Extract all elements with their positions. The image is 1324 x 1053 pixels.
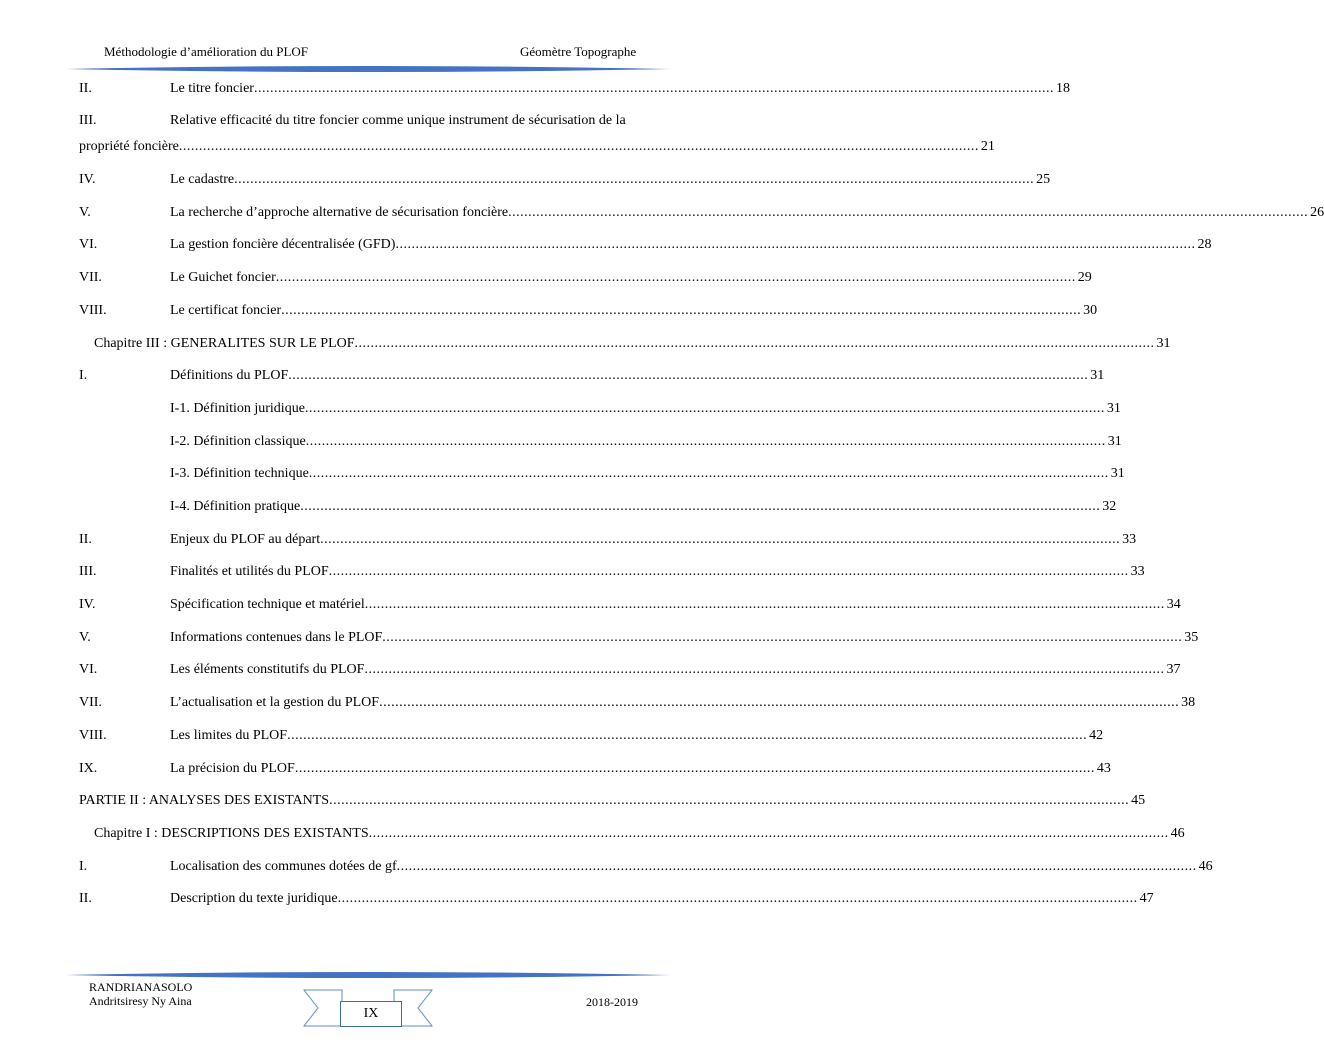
toc-number: II.	[79, 532, 92, 547]
toc-entry[interactable]	[79, 659, 1181, 681]
toc-title: La recherche d’approche alternative de sécurisation foncière	[170, 205, 509, 220]
toc-leader: ........................................................................................................................................................................................................	[364, 597, 1165, 612]
toc-leader: ........................................................................................................................................................................................................	[275, 270, 1076, 285]
toc-leader: ........................................................................................................................................................................................................	[329, 793, 1130, 808]
toc-number: VII.	[79, 270, 102, 285]
toc-page: 47	[1139, 891, 1154, 906]
toc-page: 25	[1036, 172, 1051, 187]
toc-entry[interactable]	[79, 856, 1213, 878]
toc-number: V.	[79, 630, 91, 645]
toc-chapter[interactable]	[79, 823, 1185, 845]
toc-title: La gestion foncière décentralisée (GFD)	[170, 237, 396, 252]
toc-entry[interactable]	[79, 888, 1154, 910]
toc-title: Chapitre III : GENERALITES SUR LE PLOF	[94, 336, 355, 351]
toc-leader: ........................................................................................................................................................................................................	[382, 630, 1183, 645]
footer-academic-year: 2018-2019	[586, 995, 638, 1009]
toc-title: Le Guichet foncier	[170, 270, 276, 285]
toc-number: I.	[79, 368, 88, 383]
toc-leader: ........................................................................................................................................................................................................	[354, 336, 1155, 351]
toc-title: PARTIE II : ANALYSES DES EXISTANTS	[79, 793, 330, 808]
toc-leader: ........................................................................................................................................................................................................	[320, 532, 1121, 547]
toc-part[interactable]	[79, 790, 1146, 812]
toc-title-line1: Relative efficacité du titre foncier comme unique instrument de sécurisation de la	[170, 113, 626, 128]
toc-leader: ........................................................................................................................................................................................................	[508, 205, 1309, 220]
toc-title: propriété foncière	[79, 139, 179, 154]
toc-number: VII.	[79, 695, 102, 710]
toc-entry[interactable]	[79, 78, 1070, 100]
toc-entry[interactable]	[79, 561, 1145, 583]
toc-subentry[interactable]	[79, 398, 1121, 420]
toc-title: Spécification technique et matériel	[170, 597, 365, 612]
toc-page: 35	[1184, 630, 1199, 645]
toc-title: Le certificat foncier	[170, 303, 282, 318]
toc-title: Finalités et utilités du PLOF	[170, 564, 329, 579]
toc-title: I-2. Définition classique	[170, 434, 306, 449]
footer-rule	[66, 970, 670, 980]
toc-title: Les éléments constitutifs du PLOF	[170, 662, 365, 677]
toc-page: 42	[1089, 728, 1104, 743]
toc-entry[interactable]	[79, 758, 1111, 780]
toc-title: L’actualisation et la gestion du PLOF	[170, 695, 380, 710]
toc-page: 31	[1110, 466, 1125, 481]
toc-leader: ........................................................................................................................................................................................................	[294, 761, 1095, 776]
footer-author-surname: RANDRIANASOLO	[89, 980, 193, 994]
toc-leader: ........................................................................................................................................................................................................	[304, 401, 1105, 416]
toc-page: 46	[1170, 826, 1185, 841]
toc-page: 29	[1077, 270, 1092, 285]
toc-title: I-4. Définition pratique	[170, 499, 301, 514]
toc-title: La précision du PLOF	[170, 761, 295, 776]
toc-title: Chapitre I : DESCRIPTIONS DES EXISTANTS	[94, 826, 369, 841]
toc-number: IV.	[79, 597, 96, 612]
toc-page: 31	[1106, 401, 1121, 416]
toc-title: I-3. Définition technique	[170, 466, 309, 481]
toc-leader: ........................................................................................................................................................................................................	[287, 728, 1088, 743]
toc-leader: ........................................................................................................................................................................................................	[305, 434, 1106, 449]
header-profession: Géomètre Topographe	[520, 44, 637, 59]
toc-subentry[interactable]	[79, 463, 1125, 485]
toc-page: 34	[1166, 597, 1181, 612]
toc-leader: ........................................................................................................................................................................................................	[379, 695, 1180, 710]
toc-title: Définitions du PLOF	[170, 368, 289, 383]
toc-number: VI.	[79, 662, 98, 677]
toc-page: 33	[1122, 532, 1137, 547]
toc-number: VI.	[79, 237, 98, 252]
toc-entry[interactable]	[79, 594, 1181, 616]
toc-entry[interactable]	[79, 627, 1199, 649]
toc-title: Le cadastre	[170, 172, 235, 187]
toc-page: 33	[1130, 564, 1145, 579]
toc-entry[interactable]	[79, 529, 1137, 551]
footer-author-given-names: Andritsiresy Ny Aina	[89, 994, 192, 1008]
toc-entry[interactable]	[79, 300, 1098, 322]
toc-number: II.	[79, 891, 92, 906]
toc-leader: ........................................................................................................................................................................................................	[395, 237, 1196, 252]
toc-title: Enjeux du PLOF au départ	[170, 532, 321, 547]
toc-leader: ........................................................................................................................................................................................................	[368, 826, 1169, 841]
toc-page: 28	[1197, 237, 1212, 252]
toc-leader: ........................................................................................................................................................................................................	[396, 859, 1197, 874]
toc-leader: ........................................................................................................................................................................................................	[234, 172, 1035, 187]
toc-page: 32	[1102, 499, 1117, 514]
toc-number: IX.	[79, 761, 98, 776]
toc-page: 30	[1083, 303, 1098, 318]
toc-number: III.	[79, 564, 97, 579]
toc-number: VIII.	[79, 728, 107, 743]
toc-entry-continued[interactable]	[79, 136, 995, 158]
toc-page: 38	[1181, 695, 1196, 710]
toc-entry[interactable]	[79, 202, 1324, 224]
toc-number: I.	[79, 859, 88, 874]
toc-title: Le titre foncier	[170, 81, 254, 96]
toc-title: Les limites du PLOF	[170, 728, 288, 743]
toc-page: 31	[1156, 336, 1171, 351]
header-rule	[66, 64, 670, 74]
toc-entry[interactable]	[79, 110, 656, 132]
toc-leader: ........................................................................................................................................................................................................	[337, 891, 1138, 906]
toc-leader: ........................................................................................................................................................................................................	[328, 564, 1129, 579]
toc-leader: ........................................................................................................................................................................................................	[300, 499, 1101, 514]
toc-number: IV.	[79, 172, 96, 187]
toc-entry[interactable]	[79, 267, 1092, 289]
header-document-title: Méthodologie d’amélioration du PLOF	[104, 44, 309, 59]
toc-page: 26	[1310, 205, 1324, 220]
toc-title: Description du texte juridique	[170, 891, 338, 906]
toc-entry[interactable]	[79, 725, 1104, 747]
toc-entry[interactable]	[79, 692, 1196, 714]
toc-subentry[interactable]	[79, 431, 1122, 453]
toc-title: Informations contenues dans le PLOF	[170, 630, 383, 645]
toc-entry[interactable]	[79, 169, 1051, 191]
toc-title: I-1. Définition juridique	[170, 401, 305, 416]
toc-entry[interactable]	[79, 234, 1212, 256]
toc-leader: ........................................................................................................................................................................................................	[364, 662, 1165, 677]
toc-entry[interactable]	[79, 365, 1105, 387]
toc-page: 45	[1131, 793, 1146, 808]
toc-chapter[interactable]	[79, 333, 1171, 355]
toc-leader: ........................................................................................................................................................................................................	[288, 368, 1089, 383]
toc-title: Localisation des communes dotées de gf	[170, 859, 397, 874]
page-number: IX	[340, 1001, 402, 1027]
toc-page: 46	[1198, 859, 1213, 874]
toc-number: V.	[79, 205, 91, 220]
toc-leader: ........................................................................................................................................................................................................	[308, 466, 1109, 481]
toc-page: 31	[1107, 434, 1122, 449]
toc-number: VIII.	[79, 303, 107, 318]
toc-page: 18	[1055, 81, 1070, 96]
toc-leader: ........................................................................................................................................................................................................	[281, 303, 1082, 318]
toc-subentry[interactable]	[79, 496, 1117, 518]
toc-page: 43	[1096, 761, 1111, 776]
toc-page: 21	[980, 139, 995, 154]
toc-page: 37	[1166, 662, 1181, 677]
toc-page: 31	[1090, 368, 1105, 383]
toc-leader: ........................................................................................................................................................................................................	[178, 139, 979, 154]
toc-leader: ........................................................................................................................................................................................................	[253, 81, 1054, 96]
toc-number: II.	[79, 81, 92, 96]
toc-number: III.	[79, 113, 97, 128]
footer-author	[89, 980, 192, 1008]
